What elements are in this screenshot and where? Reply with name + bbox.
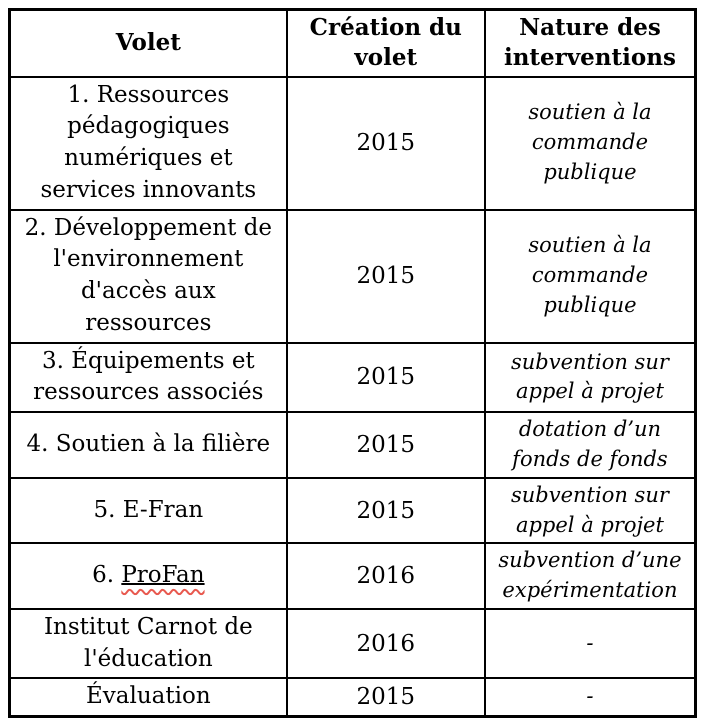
cell-creation-year: 2016	[287, 609, 485, 678]
cell-nature: subvention d’une expérimentation	[485, 543, 696, 609]
table-row	[10, 77, 696, 210]
table-row	[10, 210, 696, 343]
cell-creation-year: 2015	[287, 77, 485, 210]
cell-volet: Institut Carnot de l'éducation	[10, 609, 287, 678]
cell-nature: -	[485, 609, 696, 678]
cell-creation-year: 2015	[287, 210, 485, 343]
cell-creation-year: 2016	[287, 543, 485, 609]
header-cell-creation: Création du volet	[287, 10, 485, 77]
cell-volet: 4. Soutien à la filière	[10, 412, 287, 478]
cell-volet: 1. Ressources pédagogiques numériques et services innovants	[10, 77, 287, 210]
table-row	[10, 412, 696, 478]
table-row	[10, 343, 696, 412]
cell-volet: 2. Développement de l'environnement d'accès aux ressources	[10, 210, 287, 343]
cell-volet: 3. Équipements et ressources associés	[10, 343, 287, 412]
underlined-word-wrap	[121, 562, 204, 588]
header-cell-nature: Nature des interventions	[485, 10, 696, 77]
cell-nature: dotation d’un fonds de fonds	[485, 412, 696, 478]
table-row	[10, 678, 696, 716]
table-row	[10, 543, 696, 609]
cell-nature: subvention sur appel à projet	[485, 343, 696, 412]
table-row	[10, 478, 696, 544]
table-header-row	[10, 10, 696, 77]
cell-creation-year: 2015	[287, 678, 485, 716]
cell-nature: soutien à la commande publique	[485, 77, 696, 210]
cell-nature: soutien à la commande publique	[485, 210, 696, 343]
cell-creation-year: 2015	[287, 343, 485, 412]
volet-number-prefix: 6.	[92, 562, 122, 589]
cell-volet: 5. E-Fran	[10, 478, 287, 544]
cell-creation-year: 2015	[287, 412, 485, 478]
misspelled-word: ProFan	[121, 562, 205, 589]
cell-volet	[10, 543, 287, 609]
header-cell-volet: Volet	[10, 10, 287, 77]
cell-nature: subvention sur appel à projet	[485, 478, 696, 544]
table-row	[10, 609, 696, 678]
volets-table	[8, 8, 697, 718]
cell-volet: Évaluation	[10, 678, 287, 716]
cell-nature: -	[485, 678, 696, 716]
cell-creation-year: 2015	[287, 478, 485, 544]
